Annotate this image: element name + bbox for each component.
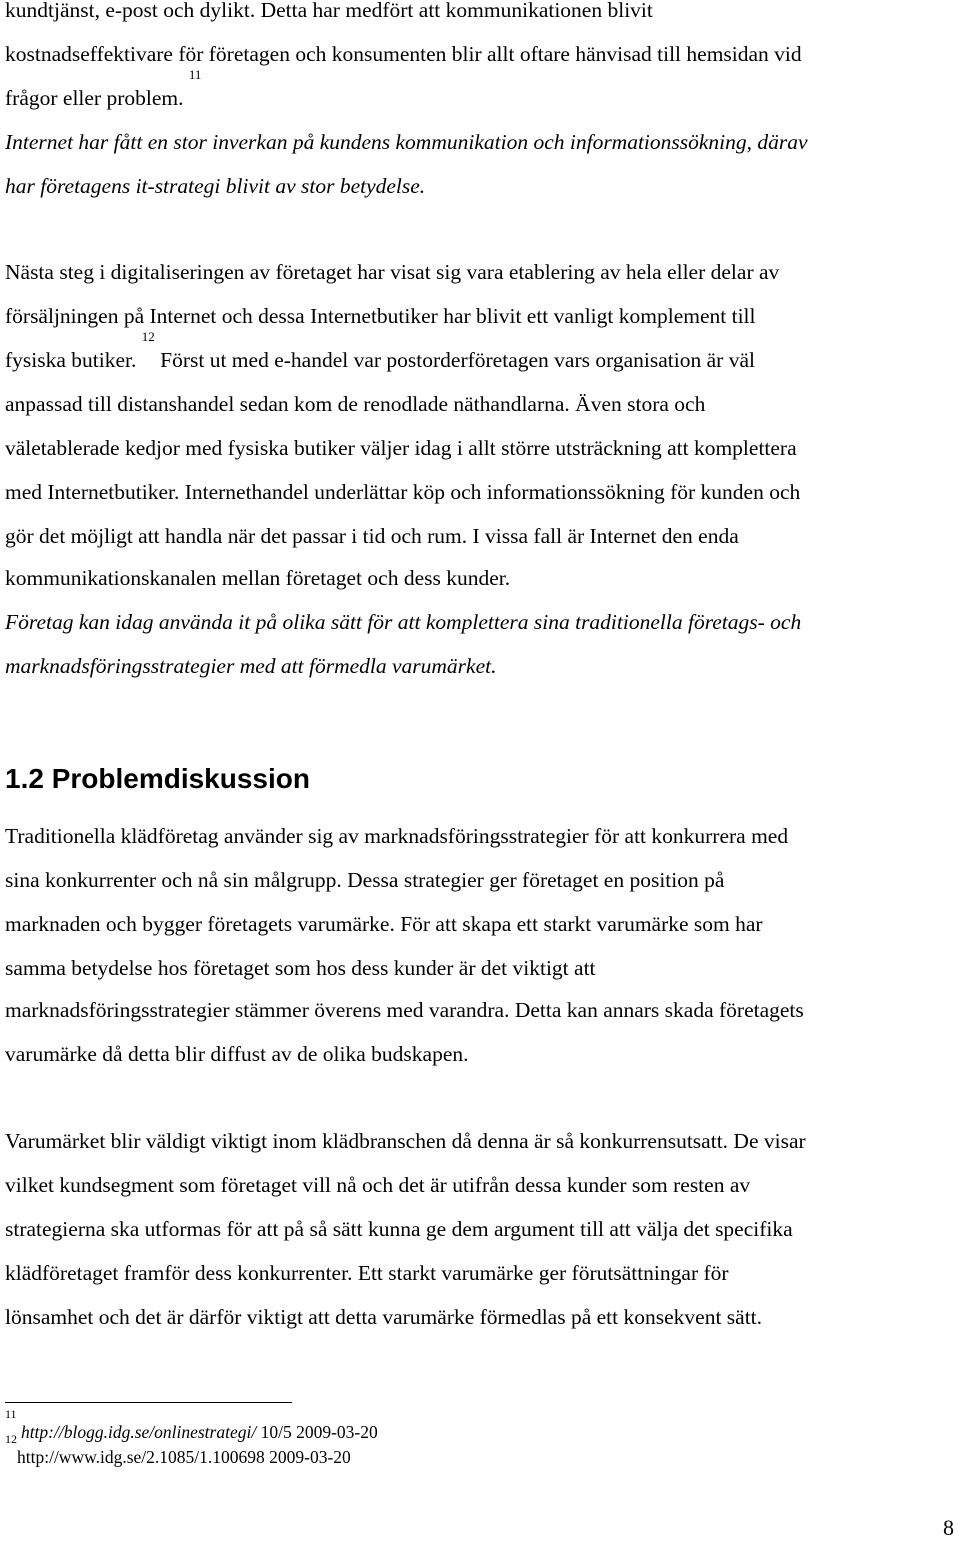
body-line: strategierna ska utformas för att på så sätt kunna ge dem argument till att välja det specifika (5, 1217, 793, 1241)
footnote-text: http://www.idg.se/2.1085/1.100698 2009-03-20 (17, 1447, 351, 1467)
body-line: anpassad till distanshandel sedan kom de renodlade näthandlarna. Även stora och (5, 392, 706, 416)
body-line: gör det möjligt att handla när det passar i tid och rum. I vissa fall är Internet den enda (5, 524, 739, 548)
body-line: Traditionella klädföretag använder sig av marknadsföringsstrategier för att konkurrera med (5, 824, 789, 848)
body-line: kostnadseffektivare för företagen och konsumenten blir allt oftare hänvisad till hemsidan vid (5, 42, 802, 66)
section-heading: 1.2 Problemdiskussion (5, 763, 310, 794)
body-line: med Internetbutiker. Internethandel underlättar köp och informationssökning för kunden och (5, 480, 801, 504)
page-number: 8 (943, 1515, 954, 1540)
footnote-text: 10/5 2009-03-20 (256, 1422, 378, 1442)
footnote-number: 12 (5, 1432, 17, 1446)
body-line: sina konkurrenter och nå sin målgrupp. Dessa strategier ger företaget en position på (5, 868, 725, 892)
footnote-11 (5, 1407, 378, 1443)
body-line: försäljningen på Internet och dessa Internetbutiker har blivit ett vanligt komplement till (5, 304, 756, 328)
footnote-separator (5, 1402, 292, 1403)
footnote-link[interactable]: http://blogg.idg.se/onlinestrategi/ (20, 1422, 257, 1442)
body-line: kundtjänst, e-post och dylikt. Detta har medfört att kommunikationen blivit (5, 0, 653, 22)
body-line: väletablerade kedjor med fysiska butiker väljer idag i allt större utsträckning att komplettera (5, 436, 797, 460)
footnote-ref: 11 (188, 67, 202, 82)
body-line: samma betydelse hos företaget som hos dess kunder är det viktigt att (5, 956, 596, 980)
body-line (5, 329, 755, 374)
body-line: Varumärket blir väldigt viktigt inom klädbranschen då denna är så konkurrensutsatt. De visar (5, 1129, 806, 1153)
body-line: marknadsföringsstrategier stämmer överens med varandra. Detta kan annars skada företagets (5, 998, 804, 1022)
body-line: lönsamhet och det är därför viktigt att detta varumärke förmedlas på ett konsekvent sätt. (5, 1305, 763, 1329)
body-line (5, 67, 202, 112)
body-text: frågor eller problem. (5, 86, 184, 110)
italic-line: marknadsföringsstrategier med att förmedla varumärket. (5, 654, 497, 678)
body-line: varumärke då detta blir diffust av de olika budskapen. (5, 1042, 469, 1066)
footnote-ref: 12 (141, 329, 155, 344)
body-text: Först ut med e-handel var postorderföretagen vars organisation är väl (160, 348, 755, 372)
body-line: vilket kundsegment som företaget vill nå och det är utifrån dessa kunder som resten av (5, 1173, 751, 1197)
body-text: fysiska butiker. (5, 348, 137, 372)
footnote-number: 11 (5, 1407, 17, 1421)
italic-line: har företagens it-strategi blivit av stor betydelse. (5, 174, 426, 198)
body-line: Nästa steg i digitaliseringen av företaget har visat sig vara etablering av hela eller delar av (5, 260, 780, 284)
italic-line: Företag kan idag använda it på olika sätt för att komplettera sina traditionella företags- och (5, 610, 802, 634)
body-line: marknaden och bygger företagets varumärke. För att skapa ett starkt varumärke som har (5, 912, 763, 936)
body-line: kommunikationskanalen mellan företaget och dess kunder. (5, 566, 511, 590)
italic-line: Internet har fått en stor inverkan på kundens kommunikation och informationssökning, därav (5, 130, 808, 154)
body-line: klädföretaget framför dess konkurrenter. Ett starkt varumärke ger förutsättningar för (5, 1261, 729, 1285)
